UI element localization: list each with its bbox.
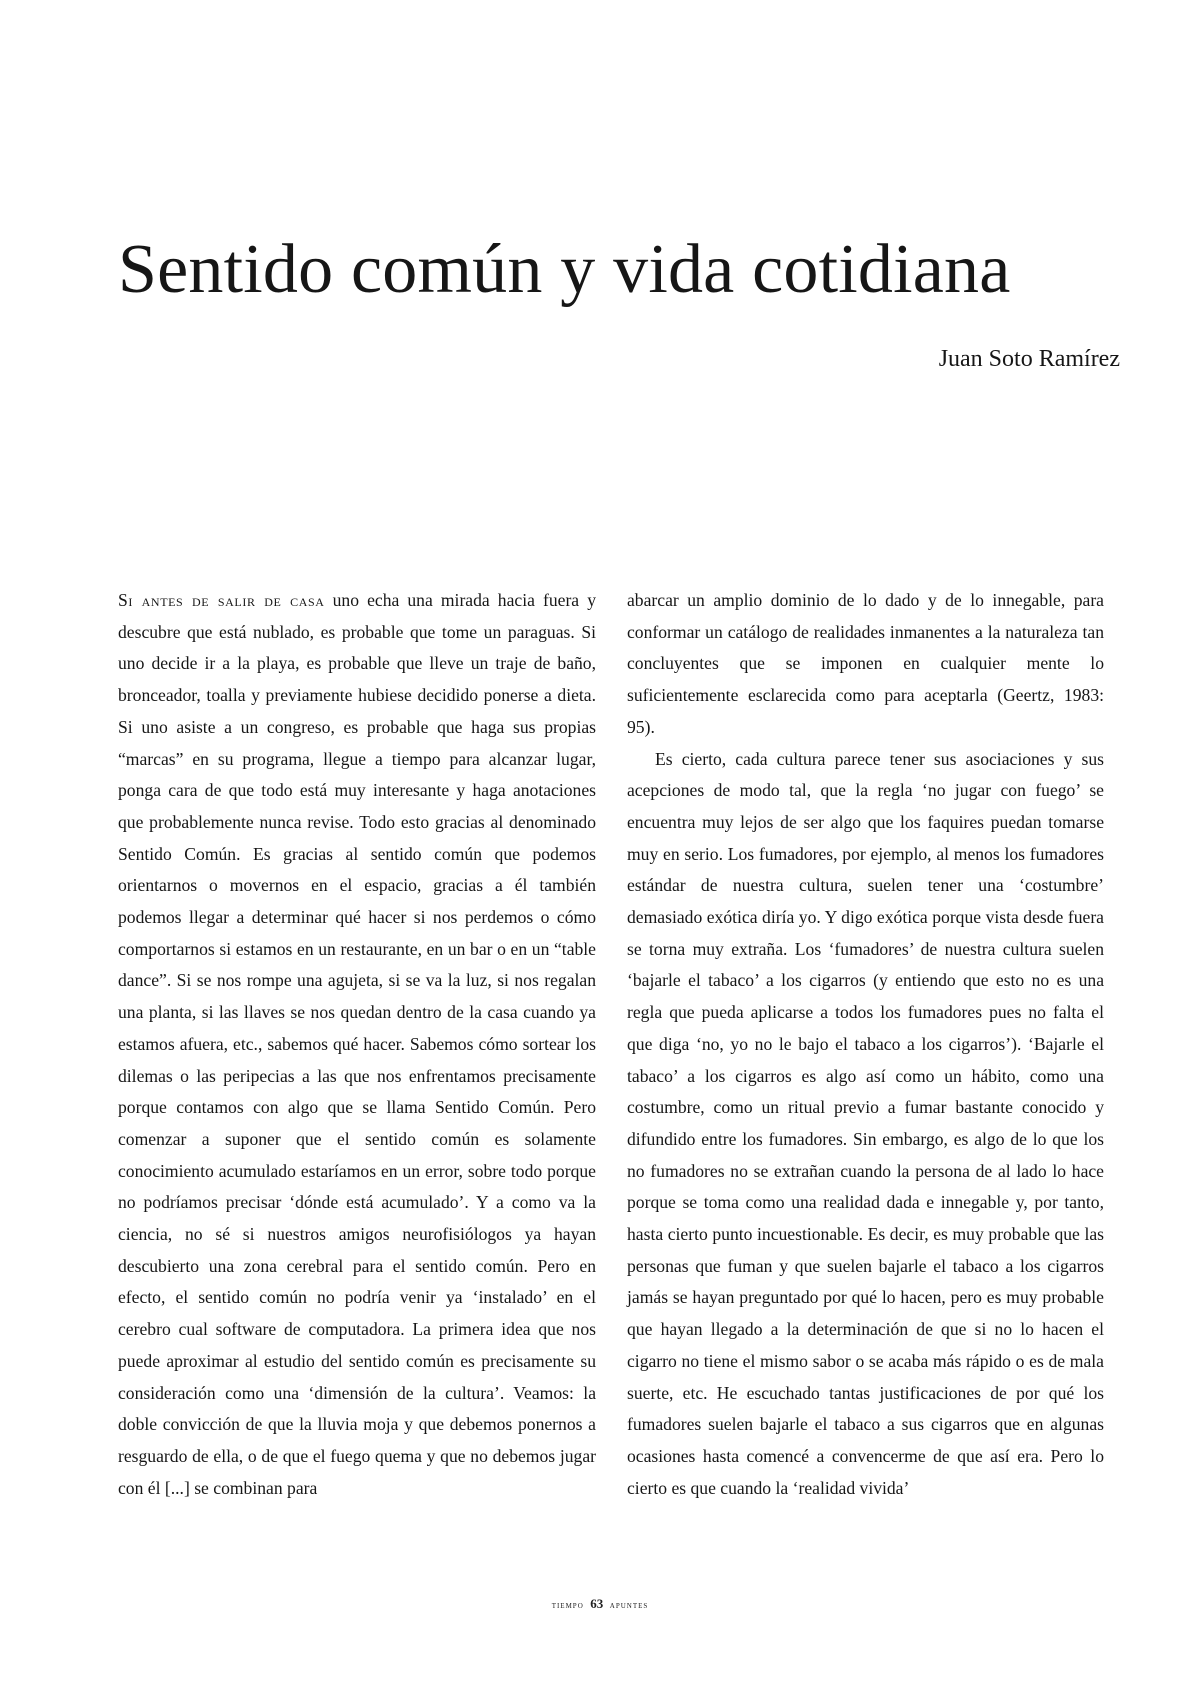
lead-in-small-caps: Si antes de salir de casa	[118, 590, 325, 610]
page-number: 63	[590, 1596, 604, 1611]
footer-journal-left: tiempo	[551, 1600, 584, 1611]
body-column-left	[118, 585, 596, 1504]
body-paragraph-continued: abarcar un amplio dominio de lo dado y de lo innegable, para conformar un catálogo de realidades inmanentes a la naturaleza tan concluyentes que se imponen en cualquier mente lo suficientemente esclarecida como para aceptarla (Geertz, 1983: 95).	[627, 590, 1104, 737]
article-title: Sentido común y vida cotidiana	[118, 231, 1011, 308]
footer-journal-right: apuntes	[609, 1600, 649, 1611]
paragraph-text: uno echa una mirada hacia fuera y descubre que está nublado, es probable que tome un paraguas. Si uno decide ir a la playa, es probable que lleve un traje de baño, bronceador, toalla y previamente hubiese decidido ponerse a dieta. Si uno asiste a un congreso, es probable que haga sus propias “marcas” en su programa, llegue a tiempo para alcanzar lugar, ponga cara de que todo está muy interesante y haga anotaciones que probablemente nunca revise. Todo esto gracias al denominado Sentido Común. Es gracias al sentido común que podemos orientarnos o movernos en el espacio, gracias a él también podemos llegar a determinar qué hacer si nos perdemos o cómo comportarnos si estamos en un restaurante, en un bar o en un “table dance”. Si se nos rompe una agujeta, si se va la luz, si nos regalan una planta, si las llaves se nos quedan dentro de la casa cuando ya estamos afuera, etc., sabemos qué hacer. Sabemos cómo sortear los dilemas o las peripecias a las que nos enfrentamos precisamente porque contamos con algo que se llama Sentido Común. Pero comenzar a suponer que el sentido común es solamente conocimiento acumulado estaríamos en un error, sobre todo porque no podríamos precisar ‘dónde está acumulado’. Y a como va la ciencia, no sé si nuestros amigos neurofisiólogos ya hayan descubierto una zona cerebral para el sentido común. Pero en efecto, el sentido común no podría venir ya ‘instalado’ en el cerebro cual software de computadora. La primera idea que nos puede aproximar al estudio del sentido común es precisamente su consideración como una ‘dimensión de la cultura’. Veamos: la doble convicción de que la lluvia moja y que debemos ponernos a resguardo de ella, o de que el fuego quema y que no debemos jugar con él [...] se combinan para	[118, 590, 596, 1498]
page-footer	[0, 1596, 1200, 1612]
body-column-right	[627, 585, 1104, 1504]
article-author: Juan Soto Ramírez	[938, 346, 1120, 372]
body-paragraph: Es cierto, cada cultura parece tener sus asociaciones y sus acepciones de modo tal, que la regla ‘no jugar con fuego’ se encuentra muy lejos de ser algo que los faquires puedan tomarse muy en serio. Los fumadores, por ejemplo, al menos los fumadores estándar de nuestra cultura, suelen tener una ‘costumbre’ demasiado exótica diría yo. Y digo exótica porque vista desde fuera se torna muy extraña. Los ‘fumadores’ de nuestra cultura suelen ‘bajarle el tabaco’ a los cigarros (y entiendo que esto no es una regla que pueda aplicarse a todos los fumadores pues no falta el que diga ‘no, yo no le bajo el tabaco a los cigarros’). ‘Bajarle el tabaco’ a los cigarros es algo así como un hábito, como una costumbre, como un ritual previo a fumar bastante conocido y difundido entre los fumadores. Sin embargo, es algo de lo que los no fumadores no se extrañan cuando la persona de al lado lo hace porque se toma como una realidad dada e innegable y, por tanto, hasta cierto punto incuestionable. Es decir, es muy probable que las personas que fuman y que suelen bajarle el tabaco a los cigarros jamás se hayan preguntado por qué lo hacen, pero es muy probable que hayan llegado a la determinación de que si no lo hacen el cigarro no tiene el mismo sabor o se acaba más rápido o es de mala suerte, etc. He escuchado tantas justificaciones de por qué los fumadores suelen bajarle el tabaco a sus cigarros que en algunas ocasiones hasta comencé a convencerme de que así era. Pero lo cierto es que cuando la ‘realidad vivida’	[627, 748, 1104, 1498]
body-paragraph	[118, 585, 596, 1504]
